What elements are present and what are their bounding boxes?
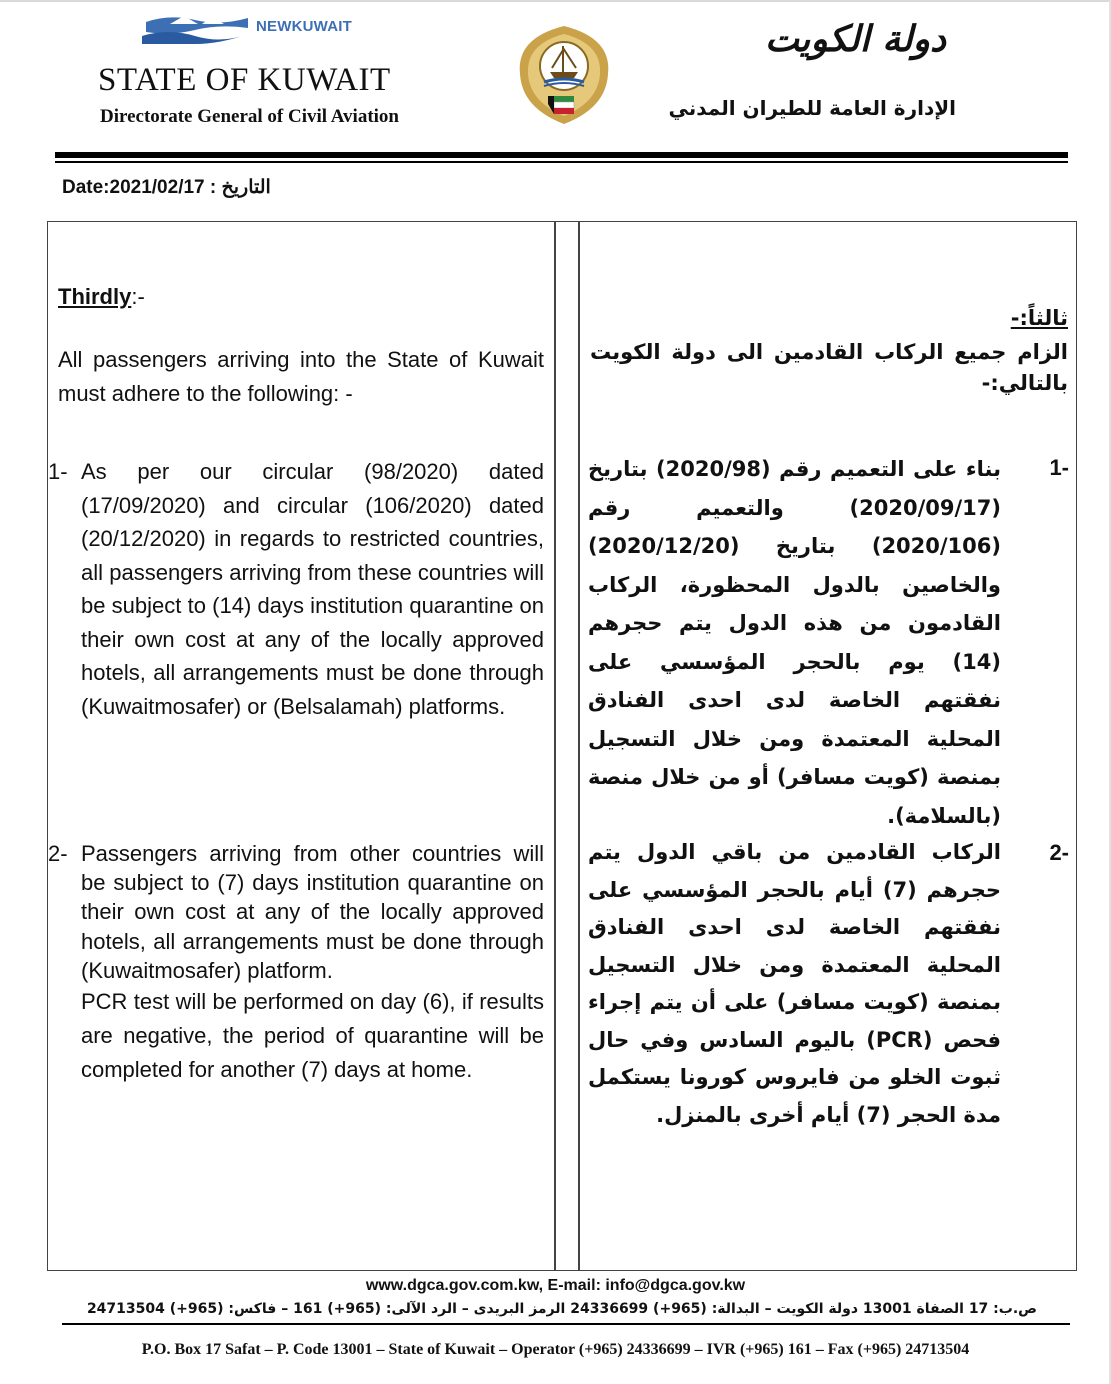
intro-ar: الزام جميع الركاب القادمين الى دولة الكويت بالتالي:-: [590, 340, 1068, 395]
state-title-ar: دولة الكويت: [764, 18, 946, 60]
directorate-title-ar: الإدارة العامة للطيران المدني: [668, 96, 956, 120]
newkuwait-logo: [140, 14, 360, 50]
date-line: [62, 176, 271, 199]
column-divider-left: [554, 221, 556, 1271]
heading-en-label: Thirdly: [58, 284, 132, 309]
item-text: Passengers arriving from other countries will be subject to (7) days institution quarantine on their own cost at any of the locally approved hotels, all arrangements must be done through (Kuwaitmosafer) platform.: [81, 841, 544, 983]
date-value: 2021/02/17: [109, 177, 205, 198]
kuwait-emblem-icon: [510, 20, 618, 128]
date-label-ar: التاريخ :: [209, 177, 271, 198]
footer-po-box: P.O. Box 17 Safat – P. Code 13001 – State of Kuwait – Operator (+965) 24336699 – IVR (+965) 161 – Fax (+965) 24713504: [141, 1341, 970, 1358]
brand-text: NEWKUWAIT: [256, 18, 352, 35]
item-number: 1-: [48, 459, 68, 484]
header-rule-thick: [55, 152, 1068, 158]
ar-item-number-1: 1-: [1049, 455, 1069, 480]
footer-contacts-ar: ص.ب: 17 الصفاة 13001 دولة الكويت – البدالة: (965+) 24336699 الرمز البريدى – الرد الآلى: (965+) 161 – فاكس: (965+) 24713504: [86, 1301, 1037, 1317]
item-text: As per our circular (98/2020) dated (17/09/2020) and circular (106/2020) dated (20/12/2020) in regards to restricted countries, all passengers arriving from these countries will be subject to (14) days institution quarantine on their own cost at any of the locally approved hotels, all arrangements must be done through (Kuwaitmosafer) or (Belsalamah) platforms.: [81, 459, 544, 719]
footer-rule: [62, 1323, 1070, 1325]
footer-web-email: www.dgca.gov.com.kw, E-mail: info@dgca.gov.kw: [365, 1277, 746, 1294]
column-divider-right: [578, 221, 580, 1271]
item-number: 2-: [48, 841, 68, 866]
heading-en-suffix: :-: [131, 284, 145, 309]
ar-item-number-2: 2-: [1049, 840, 1069, 865]
list-item-en-1: [48, 455, 544, 723]
heading-ar: ثالثاً:-: [1010, 306, 1068, 330]
intro-en: All passengers arriving into the State of Kuwait must adhere to the following: -: [58, 347, 544, 406]
list-item-en-2: [48, 839, 544, 1087]
heading-en: [58, 284, 145, 310]
list-item-ar-2: الركاب القادمين من باقي الدول يتم حجرهم (7) أيام بالحجر المؤسسي على نفقتهم الخاصة لدى احدى الفنادق المحلية المعتمدة ومن خلال التسجيل بمنصة (كويت مسافر) على أن يتم إجراء فحص (PCR) باليوم السادس وفي حال ثبوت الخلو من فايروس كورونا يستكمل مدة الحجر (7) أيام أخرى بالمنزل.: [588, 840, 1001, 1127]
page-top-edge: [0, 0, 1111, 2]
directorate-title-en: Directorate General of Civil Aviation: [100, 106, 399, 127]
header-rule-thin: [55, 161, 1068, 163]
item-text-continued: PCR test will be performed on day (6), if results are negative, the period of quarantine will be completed for another (7) days at home.: [81, 989, 544, 1083]
date-label-en: Date:: [62, 177, 110, 198]
state-title-en: STATE OF KUWAIT: [98, 62, 391, 98]
list-item-ar-1: بناء على التعميم رقم (2020/98) بتاريخ (2020/09/17) والتعميم رقم (2020/106) بتاريخ (2020/12/20) والخاصين بالدول المحظورة، الركاب القادمون من هذه الدول يتم حجرهم (14) يوم بالحجر المؤسسي على نفقتهم الخاصة لدى احدى الفنادق المحلية المعتمدة ومن خلال التسجيل بمنصة (كويت مسافر) أو من خلال منصة (بالسلامة).: [588, 457, 1001, 828]
wave-logo-icon: [140, 14, 250, 48]
